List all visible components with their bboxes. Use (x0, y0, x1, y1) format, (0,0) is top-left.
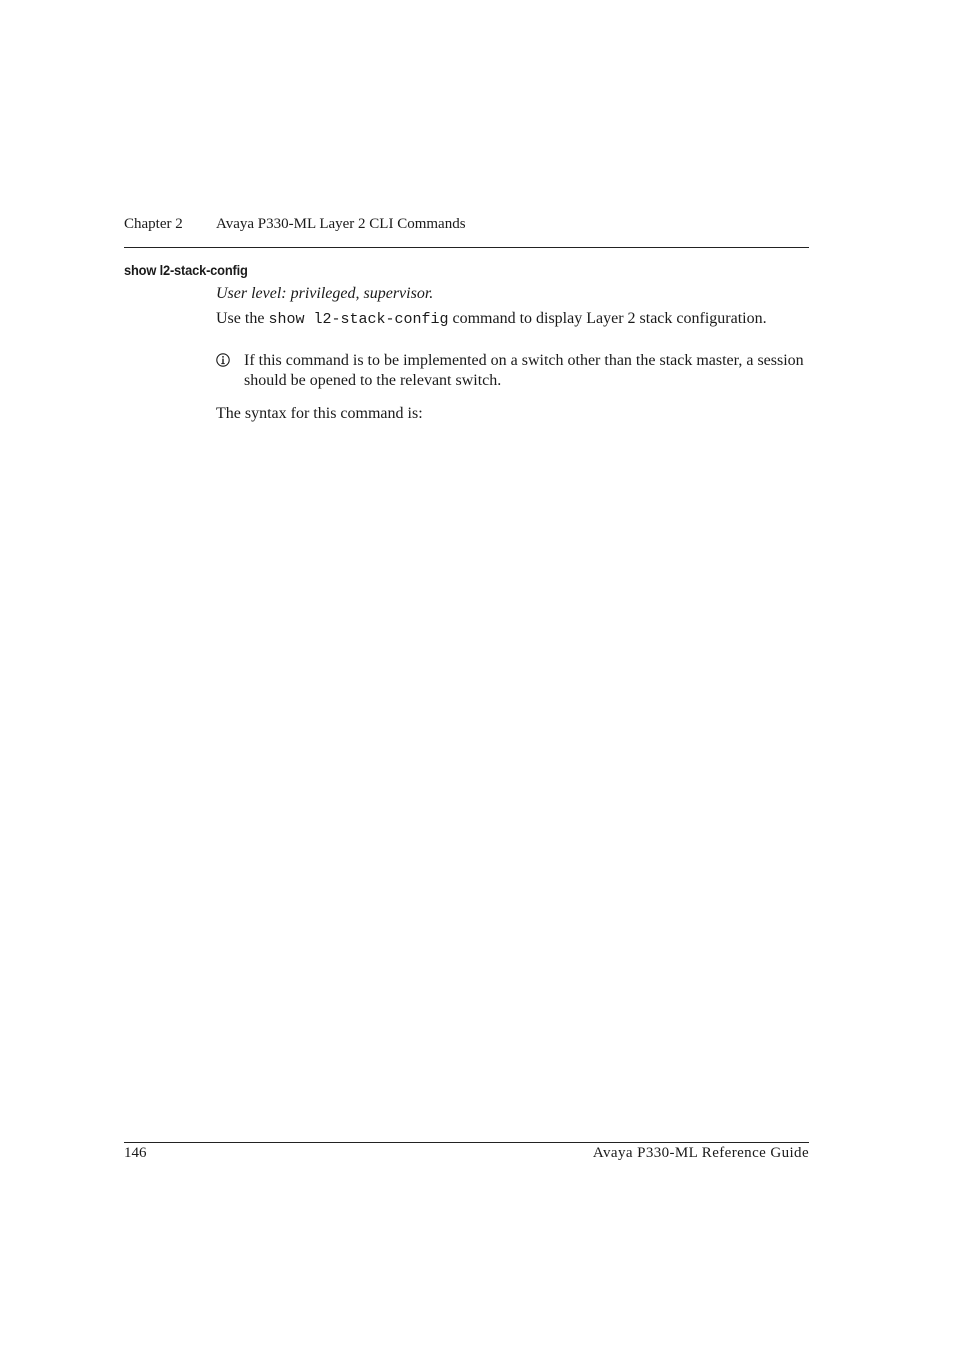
footer-rule (124, 1142, 809, 1143)
command-description (216, 309, 776, 330)
user-level: User level: privileged, supervisor. (216, 285, 434, 302)
command-name: show l2-stack-config (268, 311, 449, 328)
note-text: If this command is to be implemented on a switch other than the stack master, a session should be opened to the relevant switch. (244, 352, 804, 389)
header-rule (124, 247, 809, 248)
syntax-intro: The syntax for this command is: (216, 405, 423, 422)
description-suffix: command to display Layer 2 stack configuration. (448, 310, 767, 327)
header-chapter: Chapter 2 (124, 216, 183, 232)
footer-guide-title: Avaya P330-ML Reference Guide (592, 1145, 809, 1161)
header-chapter-title: Avaya P330-ML Layer 2 CLI Commands (216, 216, 466, 232)
description-prefix: Use the (216, 310, 269, 327)
page-number: 146 (124, 1145, 147, 1161)
section-heading: show l2-stack-config (124, 262, 248, 278)
info-icon (216, 353, 230, 367)
